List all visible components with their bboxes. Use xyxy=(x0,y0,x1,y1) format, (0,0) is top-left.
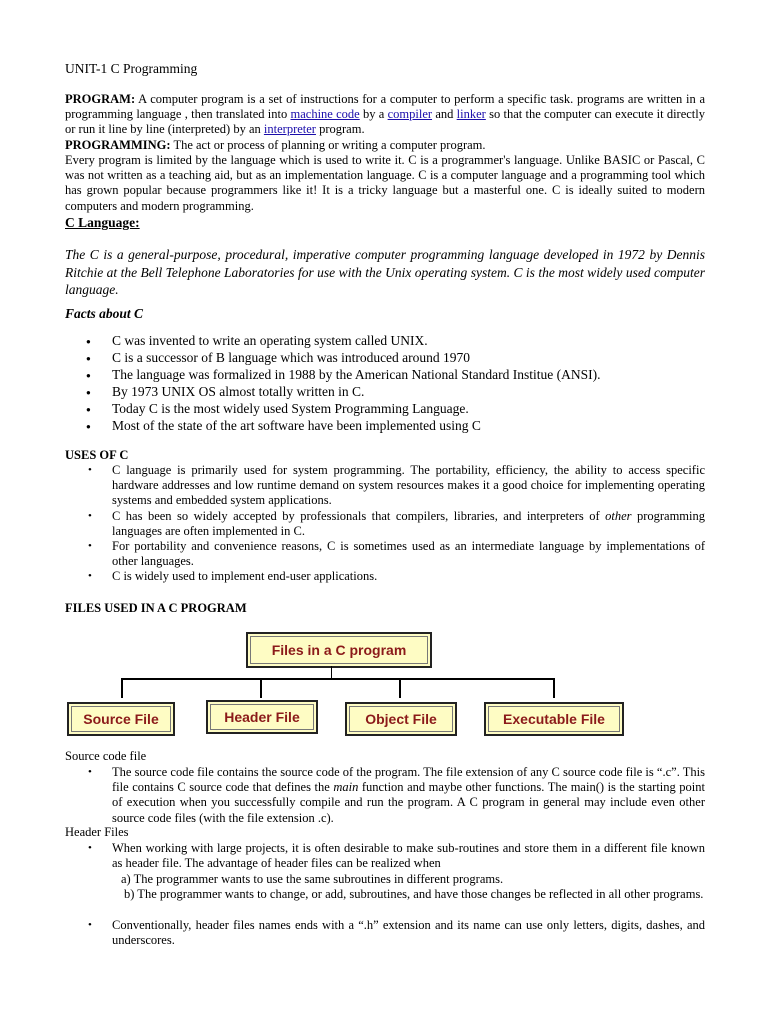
connector-object xyxy=(399,678,401,698)
connector-bar xyxy=(121,678,555,680)
list-item: ● C is a successor of B language which was introduced around 1970 xyxy=(65,349,705,366)
program-text-4: so that the computer can execute it directly or run it line by line (interpreted) by an xyxy=(65,107,706,137)
list-item: • C language is primarily used for system programming. The portability, efficiency, the ability to access specific hardware addresses and low runtime demand on system resources makes it a good choice for implementing operating systems and embedded system applications. xyxy=(65,463,705,509)
list-item: • Conventionally, header files names ends with a “.h” extension and its name can use only letters, digits, dashes, and underscores. xyxy=(65,918,705,948)
uses-item2-text-end: programming languages are often implemented in C. xyxy=(112,508,705,538)
connector-source xyxy=(121,678,123,698)
list-item: ● Most of the state of the art software have been implemented using C xyxy=(65,417,705,434)
list-item: ● Today C is the most widely used System Programming Language. xyxy=(65,400,705,417)
root-box: Files in a C program xyxy=(246,632,432,668)
uses-item2-emphasis: other xyxy=(605,508,632,523)
page-title: UNIT-1 C Programming xyxy=(65,61,198,76)
list-item: ● C was invented to write an operating system called UNIX. xyxy=(65,332,705,349)
connector-stem xyxy=(331,666,332,678)
connector-executable xyxy=(553,678,555,698)
connector-header xyxy=(260,678,262,698)
facts-heading: Facts about C xyxy=(65,306,144,321)
c-language-text: The C is a general-purpose, procedural, imperative computer programming language developed in 1972 by Dennis Ritchie at the Bell Telephone Laboratories for use with the Unix operating system. C is the most widely used computer language. xyxy=(65,247,705,297)
program-label: PROGRAM: xyxy=(65,92,136,106)
program-text-5: program. xyxy=(315,122,365,137)
executable-file-box: Executable File xyxy=(484,702,624,736)
list-item xyxy=(65,509,705,539)
source-code-heading: Source code file xyxy=(65,749,147,763)
program-text-3: and xyxy=(432,107,457,122)
header-file-box: Header File xyxy=(206,700,318,734)
files-heading: FILES USED IN A C PROGRAM xyxy=(65,601,247,615)
program-text-1: A computer program is a set of instructions for a computer to perform a specific task. programs are written in a programming language , then translated into xyxy=(65,92,705,122)
list-item: • C is widely used to implement end-user applications. xyxy=(65,569,705,584)
list-item: • When working with large projects, it is often desirable to make sub-routines and store them in a different file known as header file. The advantage of header files can be realized when xyxy=(65,841,705,871)
program-text-2: by a xyxy=(359,107,388,122)
uses-list xyxy=(65,463,705,585)
object-file-box: Object File xyxy=(345,702,457,736)
linker-link[interactable]: linker xyxy=(456,107,486,122)
source-code-text-end: function and maybe other functions. The main() is the starting point of execution when you successfully compile and run the program. A C program in general may include even other source code files (with the file extension .c). xyxy=(112,780,706,825)
list-item: ● By 1973 UNIX OS almost totally written in C. xyxy=(65,383,705,400)
header-sub-a: a) The programmer wants to use the same subroutines in different programs. xyxy=(121,872,504,886)
source-code-list xyxy=(65,765,705,826)
programming-label: PROGRAMMING: xyxy=(65,138,171,152)
source-file-box: Source File xyxy=(67,702,175,736)
list-item xyxy=(65,765,705,826)
files-diagram xyxy=(65,632,705,742)
header-sub-b: b) The programmer wants to change, or add, subroutines, and have those changes be reflected in all other programs. xyxy=(124,887,704,901)
header-files-list xyxy=(65,841,705,871)
uses-item2-text: C has been so widely accepted by professionals that compilers, libraries, and interpreters of xyxy=(112,508,606,523)
facts-list xyxy=(65,332,705,434)
every-program-paragraph: Every program is limited by the language which is used to write it. C is a programmer's language. Unlike BASIC or Pascal, C was not written as a teaching aid, but as an implementation language. C is a computer language and a programming tool which has grown popular because programmers like it! It is a tricky language but a masterful one. C is ideally suited to modern computers and modern programming. xyxy=(65,153,705,213)
header-files-heading: Header Files xyxy=(65,825,129,839)
interpreter-link[interactable]: interpreter xyxy=(263,122,316,137)
uses-heading: USES OF C xyxy=(65,448,129,462)
c-language-heading: C Language: xyxy=(65,215,140,230)
list-item: ● The language was formalized in 1988 by the American National Standard Institue (ANSI). xyxy=(65,366,705,383)
program-paragraph xyxy=(65,92,705,138)
programming-text: The act or process of planning or writing a computer program. xyxy=(170,138,486,152)
machine-code-link[interactable]: machine code xyxy=(290,107,360,122)
list-item: • For portability and convenience reasons, C is sometimes used as an intermediate language by implementations of other languages. xyxy=(65,539,705,569)
programming-paragraph xyxy=(65,138,705,153)
compiler-link[interactable]: compiler xyxy=(387,107,433,122)
header-files-list-2 xyxy=(65,918,705,948)
source-code-text: The source code file contains the source code of the program. The file extension of any C source code file is “.c”. This file contains C source code that defines the xyxy=(112,765,705,795)
source-code-emphasis: main xyxy=(333,780,359,795)
